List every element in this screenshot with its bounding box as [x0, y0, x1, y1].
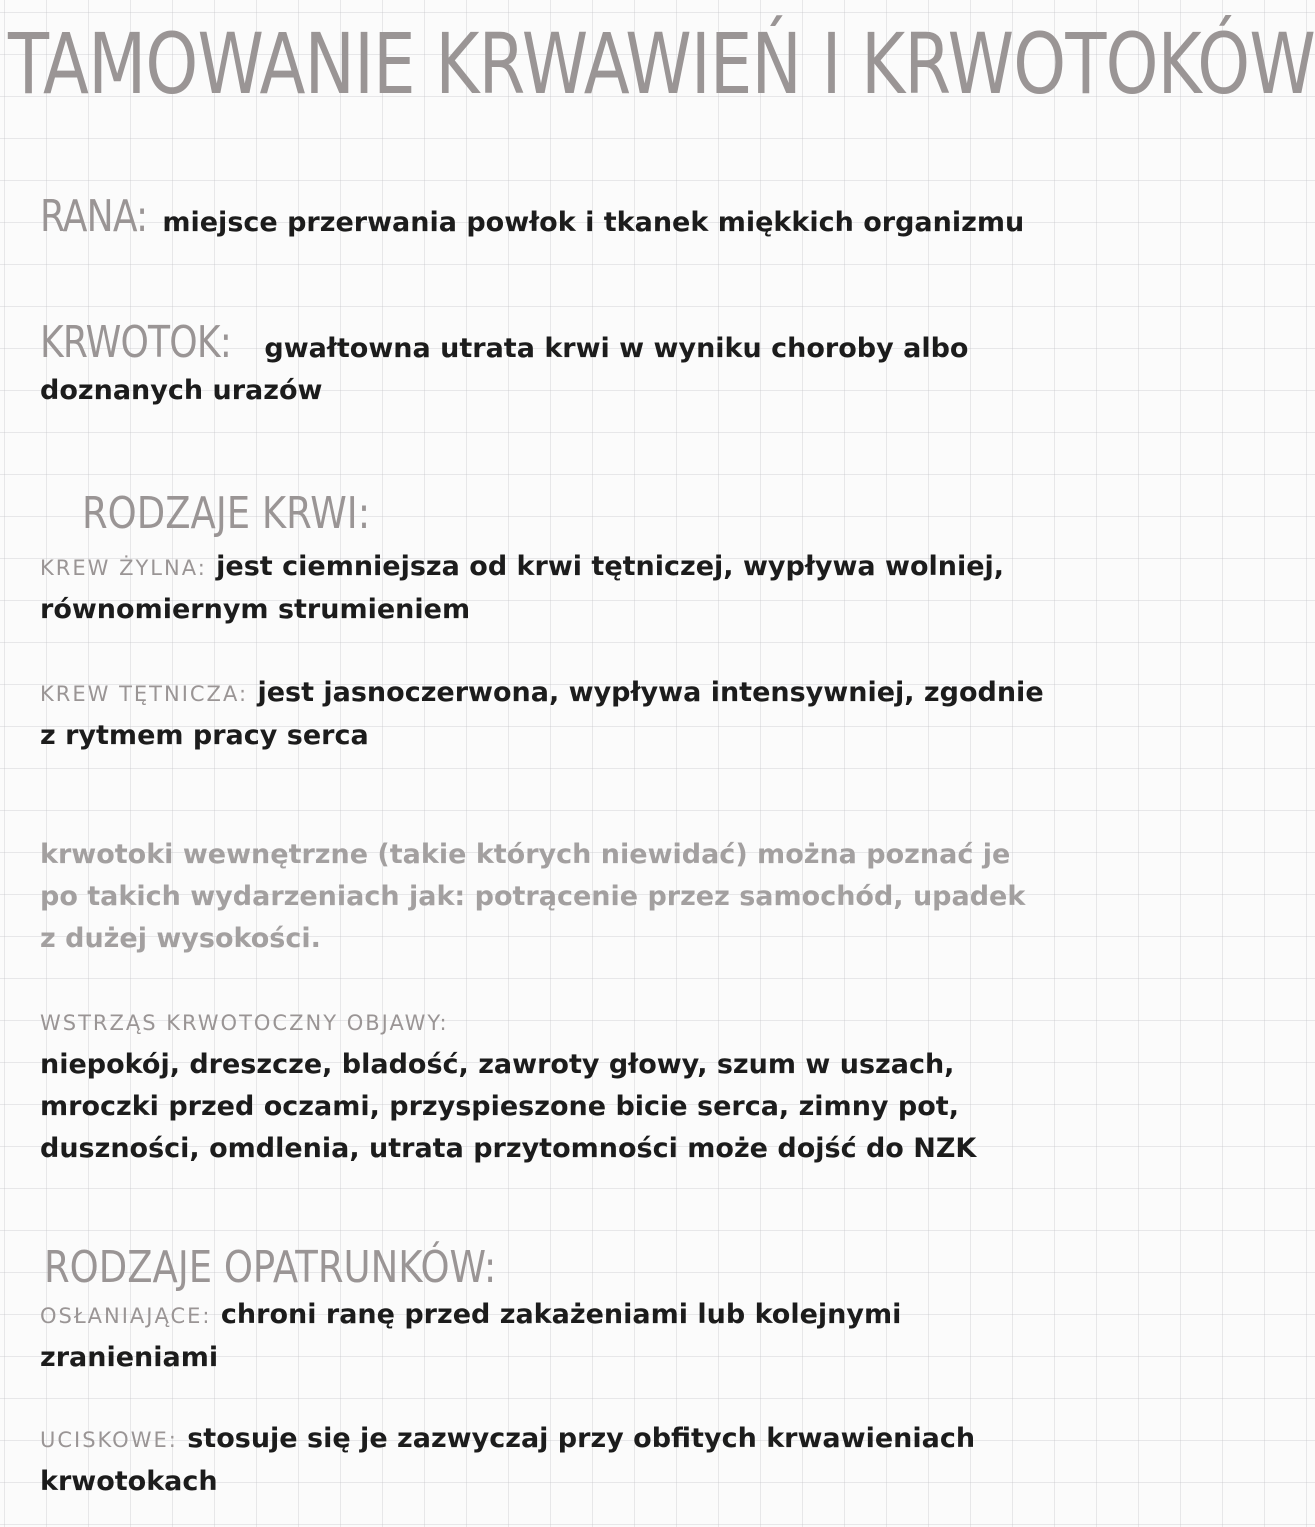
dressings-heading: RODZAJE OPATRUNKÓW: — [44, 1242, 497, 1293]
dressing-protective — [40, 1294, 1050, 1379]
definition-wound — [40, 191, 1050, 244]
shock-symptoms — [40, 1002, 1050, 1170]
definition-term: KRWOTOK: — [40, 317, 232, 368]
blood-types-heading: RODZAJE KRWI: — [82, 488, 371, 539]
definition-text: gwałtowna utrata krwi w wyniku choroby albo doznanych urazów — [40, 333, 969, 406]
dressing-pressure — [40, 1418, 1050, 1503]
dressing-protective-text: chroni ranę przed zakażeniami lub kolejnymi zranieniami — [40, 1299, 902, 1373]
definition-hemorrhage — [40, 317, 1050, 412]
arterial-blood — [40, 672, 1050, 757]
dressing-pressure-text: stosuje się je zazwyczaj przy obfitych krwawieniach krwotokach — [40, 1423, 976, 1497]
internal-bleeding-note: krwotoki wewnętrzne (takie których niewidać) można poznać je po takich wydarzeniach jak: potrącenie przez samochód, upadek z dużej wysokości. — [40, 839, 1026, 954]
definition-text: miejsce przerwania powłok i tkanek miękkich organizmu — [162, 207, 1025, 238]
venous-blood-term: KREW ŻYLNA: — [40, 556, 207, 580]
dressing-protective-term: OSŁANIAJĄCE: — [40, 1304, 212, 1328]
venous-blood-text: jest ciemniejsza od krwi tętniczej, wypływa wolniej, równomiernym strumieniem — [40, 551, 1005, 625]
dressing-pressure-term: UCISKOWE: — [40, 1428, 178, 1452]
page-title: TAMOWANIE KRWAWIEŃ I KRWOTOKÓW — [8, 15, 1315, 113]
arterial-blood-term: KREW TĘTNICZA: — [40, 682, 249, 706]
shock-heading: WSTRZĄS KRWOTOCZNY OBJAWY: — [40, 1011, 449, 1035]
shock-text: niepokój, dreszcze, bladość, zawroty głowy, szum w uszach, mroczki przed oczami, przyspieszone bicie serca, zimny pot, duszności, omdlenia, utrata przytomności może dojść do NZK — [40, 1049, 977, 1164]
arterial-blood-text: jest jasnoczerwona, wypływa intensywniej, zgodnie z rytmem pracy serca — [40, 677, 1044, 751]
venous-blood — [40, 546, 1050, 631]
definition-term: RANA: — [40, 191, 148, 242]
